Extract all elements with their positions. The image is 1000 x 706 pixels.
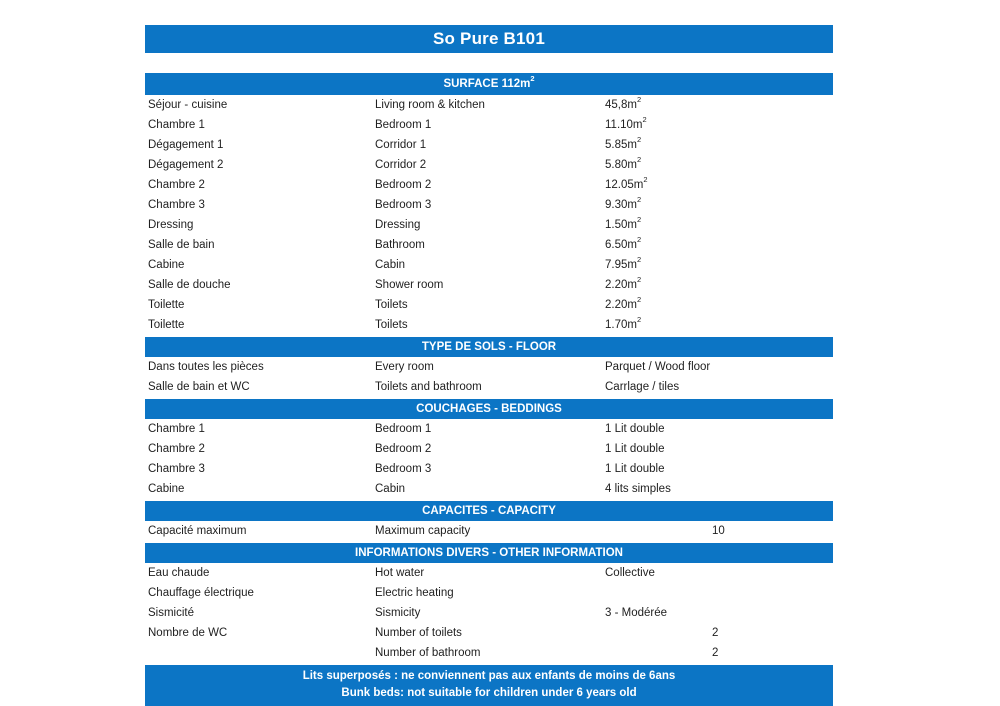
section-beddings <box>145 399 833 499</box>
table-row <box>145 563 833 583</box>
table-row <box>145 275 833 295</box>
section-surface <box>145 73 833 335</box>
cell-value: Carrlage / tiles <box>605 381 680 393</box>
cell-label-en: Dressing <box>375 219 421 231</box>
cell-label-en: Toilets and bathroom <box>375 381 482 393</box>
footer-note <box>145 665 833 706</box>
property-sheet <box>145 25 833 706</box>
cell-label-en: Bedroom 3 <box>375 463 432 475</box>
section-header-beddings: COUCHAGES - BEDDINGS <box>145 399 833 419</box>
cell-label-en: Cabin <box>375 259 406 271</box>
cell-label-en: Number of toilets <box>375 627 462 639</box>
table-row <box>145 195 833 215</box>
table-row <box>145 479 833 499</box>
cell-label-fr: Chauffage électrique <box>148 587 254 599</box>
cell-value: Parquet / Wood floor <box>605 361 711 373</box>
cell-value: 1 Lit double <box>605 463 665 475</box>
table-row <box>145 603 833 623</box>
cell-label-fr: Chambre 1 <box>148 119 205 131</box>
cell-label-en: Cabin <box>375 483 406 495</box>
cell-value: Collective <box>605 567 655 579</box>
cell-label-en: Toilets <box>375 299 408 311</box>
cell-label-en: Bathroom <box>375 239 425 251</box>
sections-container <box>145 73 833 663</box>
cell-label-en: Electric heating <box>375 587 454 599</box>
page-title: So Pure B101 <box>145 25 833 53</box>
table-row <box>145 439 833 459</box>
cell-label-fr: Dégagement 1 <box>148 139 224 151</box>
cell-value: 1 Lit double <box>605 443 665 455</box>
cell-label-fr: Dans toutes les pièces <box>148 361 264 373</box>
cell-value: $1.50m^2$ <box>605 215 642 231</box>
cell-label-fr: Salle de douche <box>148 279 231 291</box>
cell-label-en: Shower room <box>375 279 444 291</box>
cell-value: $12.05m^2$ <box>605 175 648 191</box>
cell-label-en: Bedroom 3 <box>375 199 432 211</box>
table-row <box>145 215 833 235</box>
cell-label-en: Hot water <box>375 567 425 579</box>
table-row <box>145 419 833 439</box>
cell-label-fr: Nombre de WC <box>148 627 228 639</box>
cell-value: 3 - Modérée <box>605 607 668 619</box>
table-row <box>145 459 833 479</box>
cell-label-en: Toilets <box>375 319 408 331</box>
section-header-other-information: INFORMATIONS DIVERS - OTHER INFORMATION <box>145 543 833 563</box>
table-row <box>145 521 833 541</box>
table-row <box>145 643 833 663</box>
section-header-floor: TYPE DE SOLS - FLOOR <box>145 337 833 357</box>
cell-label-en: Sismicity <box>375 607 421 619</box>
table-row <box>145 623 833 643</box>
cell-label-fr: Dégagement 2 <box>148 159 224 171</box>
cell-label-en: Maximum capacity <box>375 525 471 537</box>
cell-label-fr: Salle de bain <box>148 239 215 251</box>
cell-value: 4 lits simples <box>605 483 671 495</box>
section-header-capacity: CAPACITES - CAPACITY <box>145 501 833 521</box>
cell-label-fr: Toilette <box>148 319 185 331</box>
cell-value: 1 Lit double <box>605 423 665 435</box>
cell-label-en: Living room & kitchen <box>375 99 485 111</box>
table-row <box>145 155 833 175</box>
table-row <box>145 315 833 335</box>
cell-label-fr: Sismicité <box>148 607 195 619</box>
cell-value: $1.70m^2$ <box>605 315 642 331</box>
cell-label-fr: Séjour - cuisine <box>148 99 228 111</box>
table-row <box>145 357 833 377</box>
cell-value-numeric: 10 <box>712 525 725 537</box>
cell-label-en: Number of bathroom <box>375 647 481 659</box>
cell-value: $7.95m^2$ <box>605 255 642 271</box>
table-row <box>145 377 833 397</box>
cell-value: $45,8m^2$ <box>605 95 642 111</box>
cell-label-fr: Cabine <box>148 259 185 271</box>
cell-label-fr: Chambre 3 <box>148 463 205 475</box>
section-header-surface: SURFACE $112m^2$ <box>145 73 833 95</box>
cell-label-en: Bedroom 1 <box>375 423 432 435</box>
cell-label-fr: Salle de bain et WC <box>148 381 250 393</box>
cell-value: $2.20m^2$ <box>605 275 642 291</box>
cell-value-numeric: 2 <box>712 647 719 659</box>
cell-label-en: Bedroom 1 <box>375 119 432 131</box>
table-row <box>145 235 833 255</box>
cell-label-fr: Chambre 3 <box>148 199 205 211</box>
cell-label-fr: Dressing <box>148 219 194 231</box>
cell-label-fr: Chambre 2 <box>148 443 205 455</box>
cell-label-fr: Eau chaude <box>148 567 210 579</box>
table-row <box>145 175 833 195</box>
table-row <box>145 583 833 603</box>
cell-label-en: Bedroom 2 <box>375 179 432 191</box>
footer-line-fr: Lits superposés : ne conviennent pas aux enfants de moins de 6ans <box>302 670 676 682</box>
cell-label-fr: Chambre 2 <box>148 179 205 191</box>
cell-value: $9.30m^2$ <box>605 195 642 211</box>
cell-label-fr: Cabine <box>148 483 185 495</box>
cell-label-fr: Chambre 1 <box>148 423 205 435</box>
cell-value-numeric: 2 <box>712 627 719 639</box>
cell-value: $6.50m^2$ <box>605 235 642 251</box>
cell-value: $5.80m^2$ <box>605 155 642 171</box>
section-capacity <box>145 501 833 541</box>
cell-value: $11.10m^2$ <box>605 115 647 131</box>
cell-label-en: Every room <box>375 361 434 373</box>
cell-label-en: Corridor 1 <box>375 139 427 151</box>
table-row <box>145 95 833 115</box>
cell-label-en: Bedroom 2 <box>375 443 432 455</box>
cell-value: $2.20m^2$ <box>605 295 642 311</box>
table-row <box>145 115 833 135</box>
table-row <box>145 255 833 275</box>
table-row <box>145 295 833 315</box>
cell-label-fr: Capacité maximum <box>148 525 247 537</box>
cell-label-en: Corridor 2 <box>375 159 427 171</box>
cell-label-fr: Toilette <box>148 299 185 311</box>
section-floor <box>145 337 833 397</box>
footer-line-en: Bunk beds: not suitable for children under 6 years old <box>341 687 637 699</box>
section-other-information <box>145 543 833 663</box>
cell-value: $5.85m^2$ <box>605 135 642 151</box>
table-row <box>145 135 833 155</box>
